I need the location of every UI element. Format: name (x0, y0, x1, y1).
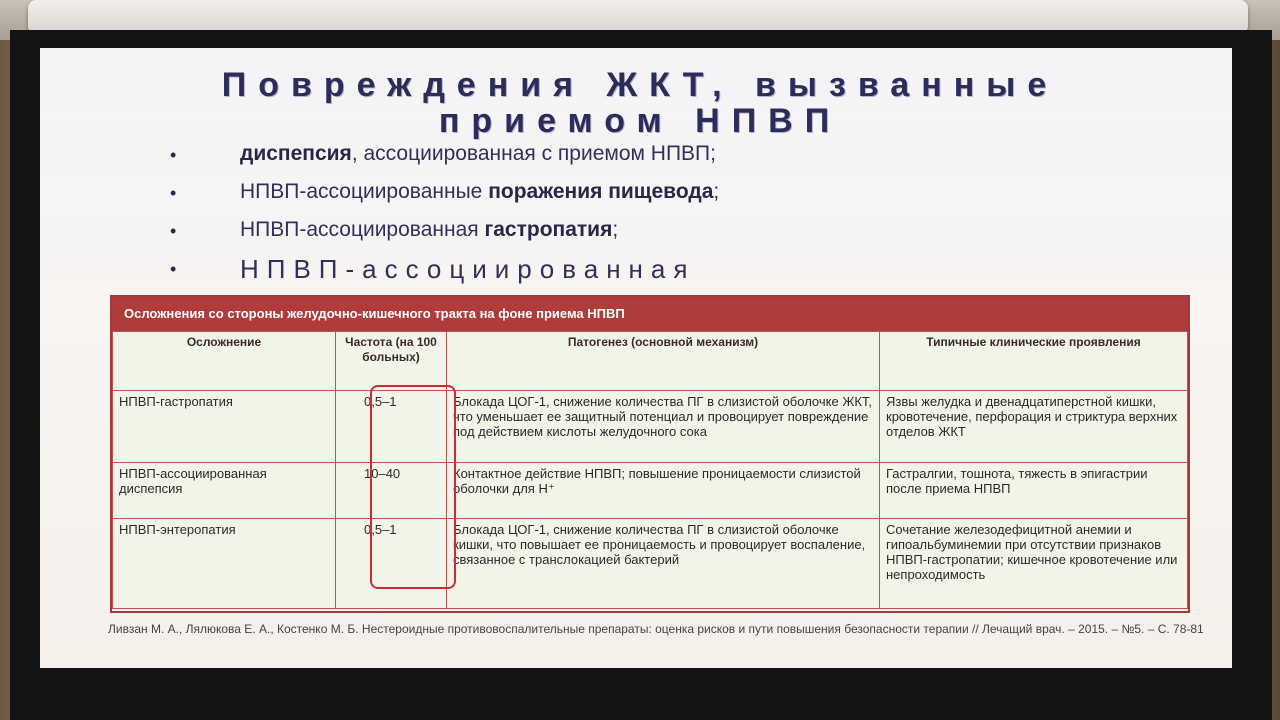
bullet-text: , ассоциированная с приемом НПВП; (351, 142, 716, 165)
bullet-text: ; (612, 218, 619, 241)
slide-title-line1: Повреждения ЖКТ, вызванные (221, 66, 1059, 104)
bullet-item (170, 138, 1170, 176)
table-row (113, 463, 1188, 519)
bullet-text: НПВП-ассоциированная (240, 218, 485, 241)
projector-screen-housing (28, 0, 1248, 34)
bullet-text: НПВП-ассоциированные (240, 180, 489, 203)
header-complication: Осложнение (113, 332, 336, 391)
cell-pathogenesis: Блокада ЦОГ-1, снижение количества ПГ в слизистой оболочке кишки, что повышает ее проницаемость и провоцирует воспаление, связанное с транслокацией бактерий (447, 519, 880, 609)
complications-table (110, 295, 1190, 613)
cell-complication: НПВП-ассоциированная диспепсия (113, 463, 336, 519)
cell-pathogenesis: Блокада ЦОГ-1, снижение количества ПГ в слизистой оболочке ЖКТ, что уменьшает ее защитный потенциал и провоцирует повреждение под действием кислоты желудочного сока (447, 391, 880, 463)
bullet-bold: диспепсия (240, 142, 352, 165)
header-manifestations: Типичные клинические проявления (880, 332, 1188, 391)
table-row (113, 391, 1188, 463)
cell-complication: НПВП-энтеропатия (113, 519, 336, 609)
header-frequency: Частота (на 100 больных) (336, 332, 447, 391)
bullet-item (170, 214, 1170, 252)
bullet-bold: гастропатия (484, 218, 613, 241)
cell-frequency: 0,5–1 (336, 519, 447, 609)
slide-title-line2: приемом НПВП (438, 102, 842, 140)
bullet-dot-icon: • (170, 183, 177, 203)
slide (40, 48, 1232, 668)
data-table (112, 331, 1188, 609)
bullet-text: ; (713, 180, 720, 203)
cell-frequency: 10–40 (336, 463, 447, 519)
bullet-dot-icon: • (170, 145, 177, 165)
header-row (113, 332, 1188, 391)
bullet-list (170, 138, 1170, 290)
cell-manifestations: Язвы желудка и двенадцатиперстной кишки, кровотечение, перфорация и стриктура верхних отделов ЖКТ (880, 391, 1188, 463)
bullet-item (170, 252, 1170, 290)
citation: Ливзан М. А., Лялюкова Е. А., Костенко М. Б. Нестероидные противовоспалительные препараты: оценка рисков и пути повышения безопасности терапии // Лечащий врач. – 2015. – №5. – С. 78-81 (108, 622, 1204, 636)
frequency-highlight-box (370, 385, 456, 589)
bullet-item (170, 176, 1170, 214)
cell-frequency: 0,5–1 (336, 391, 447, 463)
bullet-text: НПВП-ассоциированная (240, 254, 696, 284)
cell-manifestations: Гастралгии, тошнота, тяжесть в эпигастрии после приема НПВП (880, 463, 1188, 519)
table-caption: Осложнения со стороны желудочно-кишечного тракта на фоне приема НПВП (112, 297, 1188, 331)
bullet-dot-icon: • (170, 259, 177, 279)
table-row (113, 519, 1188, 609)
cell-pathogenesis: Контактное действие НПВП; повышение проницаемости слизистой оболочки для H⁺ (447, 463, 880, 519)
cell-manifestations: Сочетание железодефицитной анемии и гипоальбуминемии при отсутствии признаков НПВП-гастропатии; кишечное кровотечение или непроходимость (880, 519, 1188, 609)
header-pathogenesis: Патогенез (основной механизм) (447, 332, 880, 391)
bullet-dot-icon: • (170, 221, 177, 241)
cell-complication: НПВП-гастропатия (113, 391, 336, 463)
bullet-bold: поражения пищевода (488, 180, 714, 203)
